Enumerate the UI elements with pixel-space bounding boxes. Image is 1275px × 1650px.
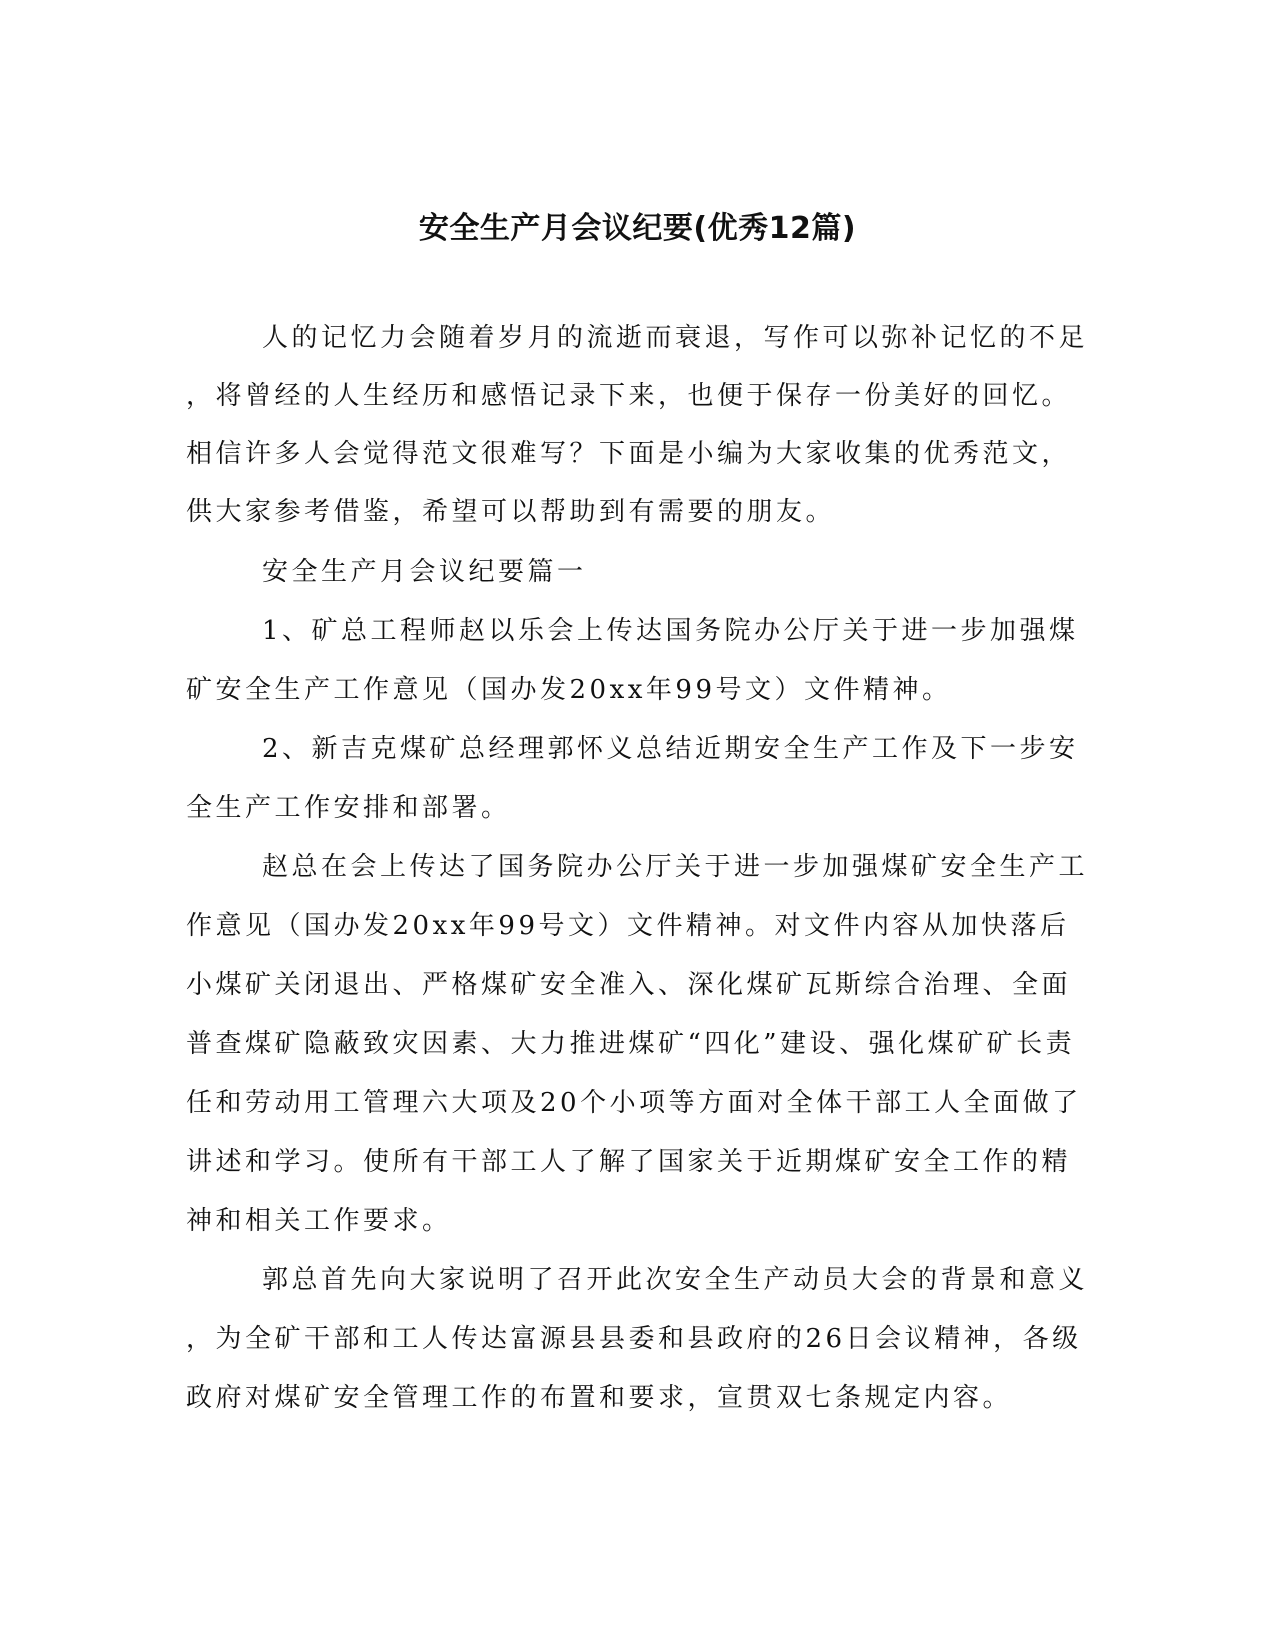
paragraph-line: 神和相关工作要求。 — [186, 1206, 452, 1236]
paragraph-line: 矿安全生产工作意见（国办发20xx年99号文）文件精神。 — [186, 675, 952, 705]
paragraph-line: 赵总在会上传达了国务院办公厅关于进一步加强煤矿安全生产工 — [262, 852, 1089, 882]
paragraph-line: 1、矿总工程师赵以乐会上传达国务院办公厅关于进一步加强煤 — [262, 616, 1079, 646]
paragraph-line: 政府对煤矿安全管理工作的布置和要求，宣贯双七条规定内容。 — [186, 1383, 1013, 1413]
paragraph-line: 郭总首先向大家说明了召开此次安全生产动员大会的背景和意义 — [262, 1265, 1089, 1295]
paragraph-line: 供大家参考借鉴，希望可以帮助到有需要的朋友。 — [186, 497, 836, 527]
paragraph-line: 小煤矿关闭退出、严格煤矿安全准入、深化煤矿瓦斯综合治理、全面 — [186, 970, 1072, 1000]
paragraph-line: ，为全矿干部和工人传达富源县县委和县政府的26日会议精神，各级 — [186, 1324, 1082, 1354]
paragraph-line: 人的记忆力会随着岁月的流逝而衰退，写作可以弥补记忆的不足 — [262, 323, 1089, 353]
document-title: 安全生产月会议纪要(优秀12篇) — [418, 211, 857, 246]
paragraph-line: 作意见（国办发20xx年99号文）文件精神。对文件内容从加快落后 — [186, 911, 1070, 941]
paragraph-line: 普查煤矿隐蔽致灾因素、大力推进煤矿“四化”建设、强化煤矿矿长责 — [186, 1029, 1076, 1059]
paragraph-line: 讲述和学习。使所有干部工人了解了国家关于近期煤矿安全工作的精 — [186, 1147, 1072, 1177]
paragraph-line: 任和劳动用工管理六大项及20个小项等方面对全体干部工人全面做了 — [186, 1088, 1082, 1118]
paragraph-line: ，将曾经的人生经历和感悟记录下来，也便于保存一份美好的回忆。 — [186, 381, 1072, 411]
paragraph-line: 全生产工作安排和部署。 — [186, 793, 511, 823]
paragraph-line: 相信许多人会觉得范文很难写？下面是小编为大家收集的优秀范文， — [186, 439, 1072, 469]
paragraph-line: 2、新吉克煤矿总经理郭怀义总结近期安全生产工作及下一步安 — [262, 734, 1079, 764]
section-heading: 安全生产月会议纪要篇一 — [262, 557, 587, 587]
